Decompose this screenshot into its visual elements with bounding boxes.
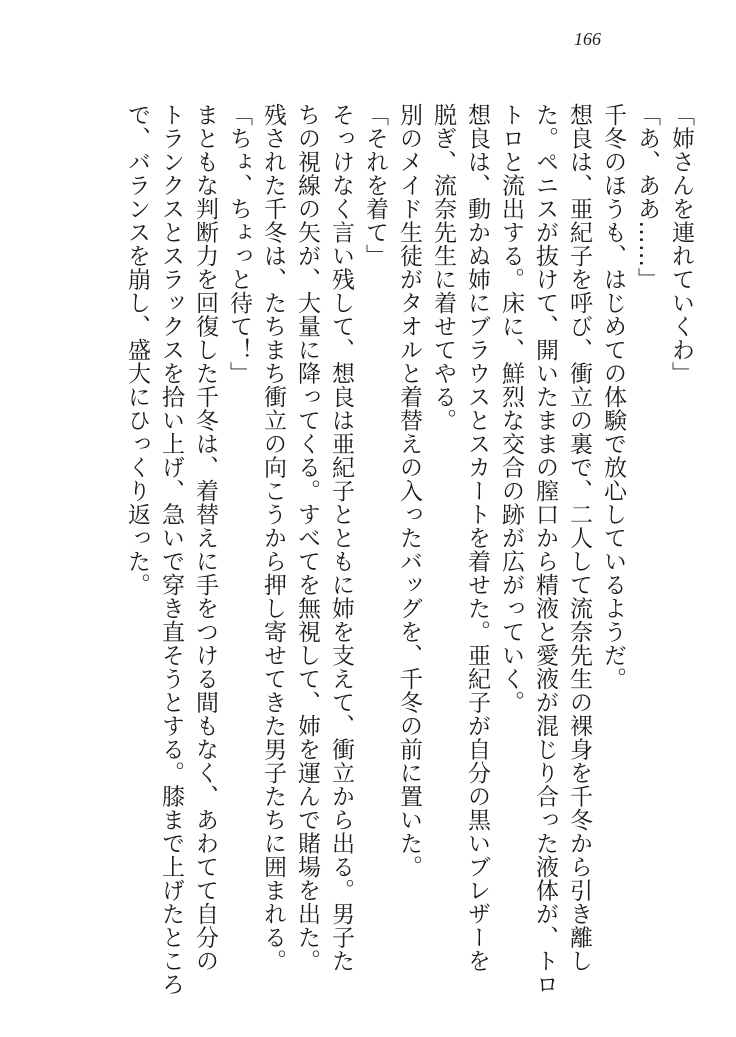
text-line: ちの視線の矢が、大量に降ってくる。すべてを無視して、姉を運んで賭場を出た。 bbox=[294, 103, 320, 973]
text-line: 脱ぎ、流奈先生に着せてやる。 bbox=[430, 103, 456, 432]
text-line: 別のメイド生徒がタオルと着替えの入ったバッグを、千冬の前に置いた。 bbox=[396, 103, 422, 879]
text-line: 残された千冬は、たちまち衝立の向こうから押し寄せてきた男子たちに囲まれる。 bbox=[260, 103, 286, 973]
text-line: 「あ、ああ……」 bbox=[634, 103, 660, 291]
page-number: 166 bbox=[574, 29, 601, 49]
text-line: 想良は、亜紀子を呼び、衝立の裏で、二人して流奈先生の裸身を千冬から引き離し bbox=[566, 103, 592, 973]
text-line: 「姉さんを連れていくわ」 bbox=[668, 103, 694, 385]
text-line: 「ちょ、ちょっと待て！」 bbox=[226, 103, 252, 385]
text-line: で、バランスを崩し、盛大にひっくり返った。 bbox=[124, 103, 150, 597]
text-line: そっけなく言い残して、想良は亜紀子とともに姉を支えて、衝立から出る。男子た bbox=[328, 103, 354, 973]
text-line: トランクスとスラックスを拾い上げ、急いで穿き直そうとする。膝まで上げたところ bbox=[158, 103, 184, 996]
vertical-text-body bbox=[82, 103, 698, 1003]
text-line: 想良は、動かぬ姉にブラウスとスカートを着せた。亜紀子が自分の黒いブレザーを bbox=[464, 103, 490, 973]
text-line: トロと流出する。床に、鮮烈な交合の跡が広がっていく。 bbox=[498, 103, 524, 714]
text-line: 「それを着て」 bbox=[362, 103, 388, 268]
text-line: た。ペニスが抜けて、開いたままの膣口から精液と愛液が混じり合った液体が、トロ bbox=[532, 103, 558, 996]
text-line: 千冬のほうも、はじめての体験で放心しているようだ。 bbox=[600, 103, 626, 691]
text-line: まともな判断力を回復した千冬は、着替えに手をつける間もなく、あわてて自分の bbox=[192, 103, 218, 973]
